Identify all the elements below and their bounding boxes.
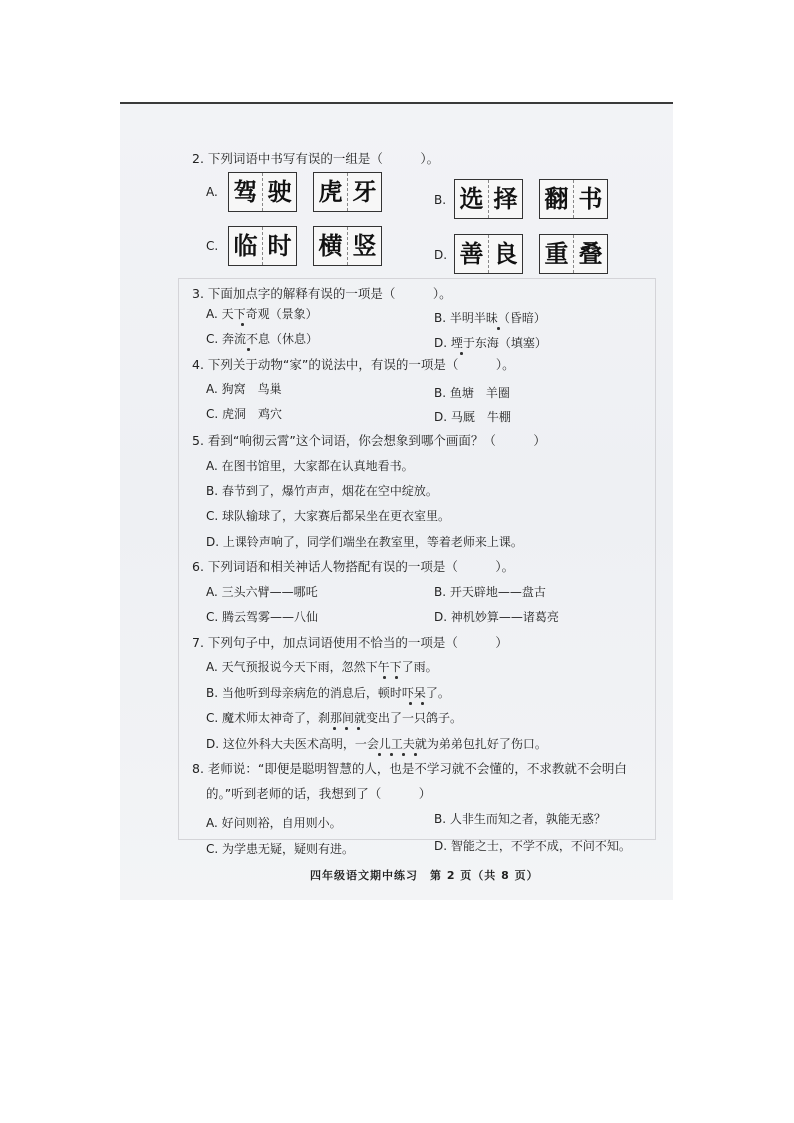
- emphasis-dot: [409, 702, 412, 705]
- q2-option-d-label: D.: [434, 248, 448, 262]
- char-box: 临: [233, 231, 258, 260]
- q8-option-a: A. 好问则裕，自用则小。: [206, 816, 342, 830]
- char-box: 横: [318, 231, 343, 260]
- emphasis-dot: [333, 727, 336, 730]
- q3-option-a: A. 天下奇观（景象）: [206, 307, 318, 321]
- question-7-stem: 7. 下列句子中，加点词语使用不恰当的一项是（ ）: [192, 635, 508, 650]
- q6-option-c: C. 腾云驾雾——八仙: [206, 610, 319, 624]
- emphasis-dot: [402, 753, 405, 756]
- question-8-stem-line2: 的。”听到老师的话，我想到了（ ）: [206, 786, 432, 801]
- q3-option-d: D. 堙于东海（填塞）: [434, 336, 547, 350]
- q2-option-a-word2: [313, 172, 382, 212]
- q8-option-b: B. 人非生而知之者，孰能无惑？: [434, 812, 606, 826]
- page-footer: 四年级语文期中练习 第 2 页（共 8 页）: [310, 869, 539, 882]
- emphasis-dot: [414, 753, 417, 756]
- q3-option-c: C. 奔流不息（休息）: [206, 332, 319, 346]
- emphasis-dot: [383, 676, 386, 679]
- emphasis-dot: [357, 727, 360, 730]
- q4-option-a: A. 狗窝 鸟巢: [206, 382, 282, 396]
- emphasis-dot: [345, 727, 348, 730]
- char-box: 驶: [262, 173, 296, 211]
- emphasis-dot: [421, 702, 424, 705]
- q4-option-b: B. 鱼塘 羊圈: [434, 386, 510, 400]
- emphasis-dot: [378, 753, 381, 756]
- char-box: 重: [544, 239, 569, 268]
- q8-option-c: C. 为学患无疑，疑则有进。: [206, 842, 355, 856]
- q5-option-d: D. 上课铃声响了，同学们端坐在教室里，等着老师来上课。: [206, 535, 523, 549]
- q2-option-c-label: C.: [206, 239, 219, 253]
- q4-option-c: C. 虎洞 鸡穴: [206, 407, 283, 421]
- q5-option-b: B. 春节到了，爆竹声声，烟花在空中绽放。: [206, 484, 438, 498]
- char-box: 驾: [233, 177, 258, 206]
- char-box: 选: [459, 184, 484, 213]
- q2-option-c-word2: [313, 226, 382, 266]
- char-box: 牙: [347, 173, 381, 211]
- q2-option-b-word1: [454, 179, 523, 219]
- question-8-stem-line1: 8. 老师说：“即便是聪明智慧的人，也是不学习就不会懂的，不求教就不会明白: [192, 761, 627, 776]
- char-box: 择: [488, 180, 522, 218]
- char-box: 叠: [573, 235, 607, 273]
- char-box: 竖: [347, 227, 381, 265]
- char-box: 时: [262, 227, 296, 265]
- emphasis-dot: [460, 352, 463, 355]
- q2-option-b-word2: [539, 179, 608, 219]
- q7-option-c: C. 魔术师太神奇了，刹那间就变出了一只鸽子。: [206, 711, 463, 725]
- exam-page: [120, 102, 673, 900]
- q7-option-a: A. 天气预报说今天下雨，忽然下午下了雨。: [206, 660, 438, 674]
- q2-option-a-label: A.: [206, 185, 218, 199]
- q2-option-c-word1: [228, 226, 297, 266]
- question-3-stem: 3. 下面加点字的解释有误的一项是（ ）。: [192, 286, 452, 301]
- question-2-stem: 2. 下列词语中书写有误的一组是（ ）。: [192, 151, 440, 166]
- emphasis-dot: [395, 676, 398, 679]
- char-box: 虎: [318, 177, 343, 206]
- char-box: 良: [488, 235, 522, 273]
- emphasis-dot: [241, 323, 244, 326]
- q2-option-a-word1: [228, 172, 297, 212]
- question-6-stem: 6. 下列词语和相关神话人物搭配有误的一项是（ ）。: [192, 559, 515, 574]
- q8-option-d: D. 智能之士，不学不成，不问不知。: [434, 839, 631, 853]
- q6-option-a: A. 三头六臂——哪吒: [206, 585, 318, 599]
- q5-option-c: C. 球队输球了，大家赛后都呆坐在更衣室里。: [206, 509, 451, 523]
- q5-option-a: A. 在图书馆里，大家都在认真地看书。: [206, 459, 414, 473]
- emphasis-dot: [390, 753, 393, 756]
- q2-option-d-word2: [539, 234, 608, 274]
- emphasis-dot: [497, 327, 500, 330]
- question-4-stem: 4. 下列关于动物“家”的说法中，有误的一项是（ ）。: [192, 357, 515, 372]
- q7-option-d: D. 这位外科大夫医术高明，一会儿工夫就为弟弟包扎好了伤口。: [206, 737, 547, 751]
- char-box: 书: [573, 180, 607, 218]
- question-5-stem: 5. 看到“响彻云霄”这个词语，你会想象到哪个画面？（ ）: [192, 433, 546, 448]
- q2-option-b-label: B.: [434, 193, 447, 207]
- q6-option-d: D. 神机妙算——诸葛亮: [434, 610, 559, 624]
- q7-option-b: B. 当他听到母亲病危的消息后，顿时吓呆了。: [206, 686, 450, 700]
- char-box: 善: [459, 239, 484, 268]
- q3-option-b: B. 半明半昧（昏暗）: [434, 311, 546, 325]
- q4-option-d: D. 马厩 牛棚: [434, 410, 511, 424]
- q6-option-b: B. 开天辟地——盘古: [434, 585, 546, 599]
- char-box: 翻: [544, 184, 569, 213]
- q2-option-d-word1: [454, 234, 523, 274]
- emphasis-dot: [247, 348, 250, 351]
